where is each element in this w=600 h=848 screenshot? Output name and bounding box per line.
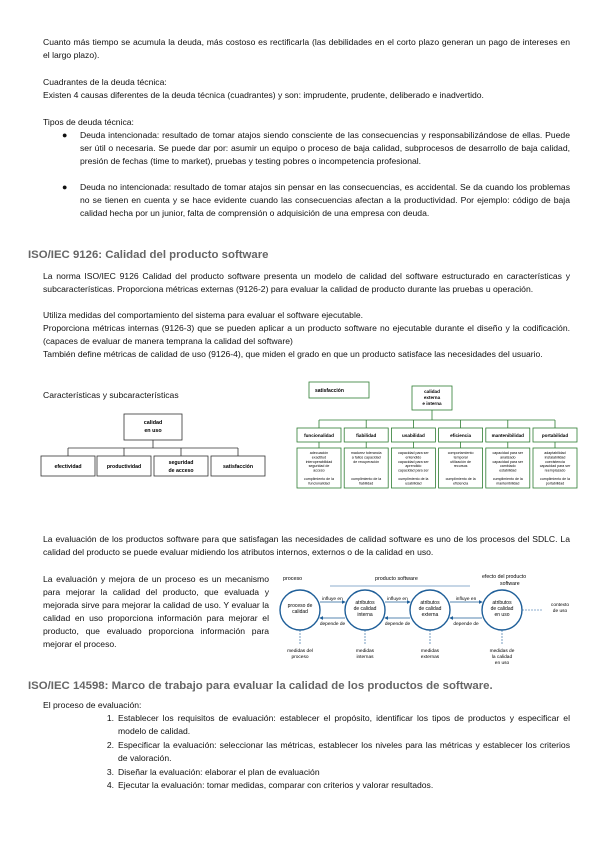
iso9126-para-1: La norma ISO/IEC 9126 Calidad del producto software presenta un modelo de calidad del software estructurado en características y subcaracterísticas. Proporciona métricas externas (9126-2) para evaluar la calidad de producto durante las pruebas u operación. — [43, 271, 570, 294]
child-productividad: productividad — [106, 464, 142, 470]
diagram-root-label-1: calidad — [143, 420, 163, 426]
mejora-para: La evaluación y mejora de un proceso es un mecanismo para mejorar la calidad del producto, que evaluada y mejorada sirve para mejorar la calidad de uso. Y evaluar la calidad en uso proporciona información para mejorar el producto, que evaluado proporciona información para mejorar el proceso. — [43, 574, 269, 649]
diagram-tag-label: satisfacción — [315, 388, 344, 394]
flow-medida-3: medidas de la calidad en uso — [489, 649, 515, 666]
flow-influye-2: influye en — [455, 597, 477, 602]
flow-influye-1: influye en — [387, 597, 408, 602]
step-number: 1. — [106, 713, 114, 723]
flow-influye-0: influye en — [322, 597, 343, 602]
child-label-0: funcionalidad — [304, 433, 334, 438]
tipos-title: Tipos de deuda técnica: — [43, 117, 134, 127]
cuadrantes-text: Existen 4 causas diferentes de la deuda técnica (cuadrantes) y son: imprudente, prudente, deliberado e inadvertido. — [43, 90, 484, 100]
step-text: Especificar la evaluación: seleccionar las métricas, establecer los niveles para las métricas y establecer los criterios de valoración. — [118, 740, 570, 763]
flow-label-efecto-2: software — [500, 581, 520, 587]
sub-text-1: madurez tolerancia a fallos capacidad de recuperación — [350, 451, 382, 464]
iso9126-para-4: También define métricas de calidad de uso (9126-4), que miden el grado en que un producto satisface las necesidades del usuario. — [43, 349, 543, 359]
step-text: Diseñar la evaluación: elaborar el plan de evaluación — [118, 767, 320, 777]
step-number: 2. — [106, 740, 114, 750]
flow-contexto: contexto de uso — [550, 603, 570, 614]
svg-text:externa: externa — [423, 395, 441, 400]
child-label-4: mantenibilidad — [491, 433, 525, 438]
diagram-children — [297, 420, 577, 488]
compliance-text-4: cumplimiento de la mantenibilidad — [492, 477, 523, 486]
sub-text-0: adecuación exactitud interoperabilidad seguridad de acceso — [305, 451, 333, 473]
iso14598-heading: ISO/IEC 14598: Marco de trabajo para evaluar la calidad de los productos de software. — [28, 680, 493, 692]
compliance-text-0: cumplimiento de la funcionalidad — [304, 477, 334, 486]
iso9126-heading: ISO/IEC 9126: Calidad del producto software — [28, 249, 269, 261]
child-label-1: fiabilidad — [356, 433, 377, 438]
sub-text-2: capacidad para ser entendido capacidad para ser aprendido capacidad para ser — [398, 451, 429, 473]
diagram-root-calidad-uso — [124, 414, 182, 440]
calidad-flow-diagram — [270, 572, 580, 668]
iso9126-para-2: Utiliza medidas del comportamiento del sistema para evaluar el software ejecutable. — [43, 310, 364, 320]
flow-depende-0: depende de — [319, 622, 346, 627]
bullet-icon: ● — [62, 130, 68, 140]
compliance-text-1: cumplimiento de la fiabilidad — [351, 477, 382, 486]
compliance-text-3: cumplimiento de la eficiencia — [445, 477, 476, 486]
flow-label-efecto-1: efecto del producto — [482, 574, 527, 580]
flow-depende-2: depende de — [453, 622, 479, 627]
flow-medida-1: medidas internas — [355, 649, 375, 660]
flow-medida-0: medidas del proceso — [287, 649, 313, 660]
compliance-text-2: cumplimiento de la usabilidad — [398, 477, 429, 486]
svg-text:calidad: calidad — [424, 389, 440, 394]
step-text: Ejecutar la evaluación: tomar medidas, comparar con criterios y valorar resultados. — [118, 780, 434, 790]
diagram-root-label-2: en uso — [144, 428, 162, 434]
step-text: Establecer los requisitos de evaluación: establecer el propósito, identificar los tipos de productos y especificar el modelo de calidad. — [118, 713, 570, 736]
flow-depende-1: depende de — [384, 622, 411, 627]
child-seguridad-1: seguridad — [168, 460, 194, 466]
flow-medida-2: medidas externas — [420, 649, 440, 660]
flow-circles — [280, 590, 569, 666]
step-number: 3. — [106, 767, 114, 777]
flow-circle-label-3: atributos de calidad en uso — [490, 600, 514, 618]
iso9126-para-3: Proporciona métricas internas (9126-3) que se pueden aplicar a un producto software no ejecutable durante el diseño y la codificación. (capaces de evaluar de manera temprana la calidad del software) — [43, 323, 570, 346]
flow-label-producto: producto software — [375, 576, 418, 582]
bullet-icon: ● — [62, 182, 68, 192]
child-seguridad-2: de acceso — [168, 468, 194, 474]
iso14598-intro: El proceso de evaluación: — [43, 700, 142, 710]
caracteristicas-title: Características y subcaracterísticas — [43, 390, 179, 400]
child-label-3: eficiencia — [450, 433, 472, 438]
child-efectividad: efectividad — [54, 464, 82, 470]
flow-circle-label-0: proceso de calidad — [287, 603, 313, 615]
flow-circle-label-2: atributos de calidad externa — [418, 600, 442, 618]
child-satisfaccion: satisfacción — [223, 464, 253, 470]
deuda-intro: Cuanto más tiempo se acumula la deuda, más costoso es rectificarla (las debilidades en el corto plazo generan un pago de intereses en el largo plazo). — [43, 37, 570, 60]
svg-text:e interna: e interna — [422, 401, 442, 406]
flow-circle-label-1: atributos de calidad interna — [353, 600, 377, 618]
sub-text-4: capacidad para ser analizado capacidad para ser cambiado estabilidad — [492, 451, 524, 473]
flow-label-proceso: proceso — [283, 576, 303, 582]
sub-text-3: comportamiento temporal utilización de recursos — [447, 451, 474, 469]
cuadrantes-title: Cuadrantes de la deuda técnica: — [43, 77, 167, 87]
tipo-intencionada: Deuda intencionada: resultado de tomar atajos siendo consciente de las consecuencias y responsabilizándose de ellas. Puede ser útil o necesaria. Se puede dar por: asumir un equipo o proceso de baja calidad, subprocesos de desarrollo de baja calidad, presión de fechas (time to market), pruebas y testing pobres o incompetencia profesional. — [80, 130, 570, 166]
step-number: 4. — [106, 780, 114, 790]
calidad-en-uso-diagram — [28, 410, 278, 480]
calidad-externa-interna-diagram — [285, 380, 585, 490]
compliance-text-5: cumplimiento de la portabilidad — [540, 477, 570, 486]
child-label-2: usabilidad — [402, 433, 425, 438]
sub-text-5: adaptabilidad instalabilidad coexistencia capacidad para ser reemplazado — [539, 451, 571, 473]
eval-para: La evaluación de los productos software para que satisfagan las necesidades de calidad software es uno de los procesos del SDLC. La calidad del producto se puede evaluar midiendo los atributos internos, externos o de la calidad en uso. — [43, 534, 570, 557]
child-label-5: portabilidad — [541, 433, 569, 438]
tipo-no-intencionada: Deuda no intencionada: resultado de tomar atajos sin pensar en las consecuencias, es accidental. Se da cuando los problemas no se tienen en cuenta y se hace evidente cuando las consecuencias afectan a la productividad. Por ejemplo: código de baja calidad hecha por un junior, falta de comprensión o adquisición de una empresa con deuda. — [80, 182, 570, 218]
